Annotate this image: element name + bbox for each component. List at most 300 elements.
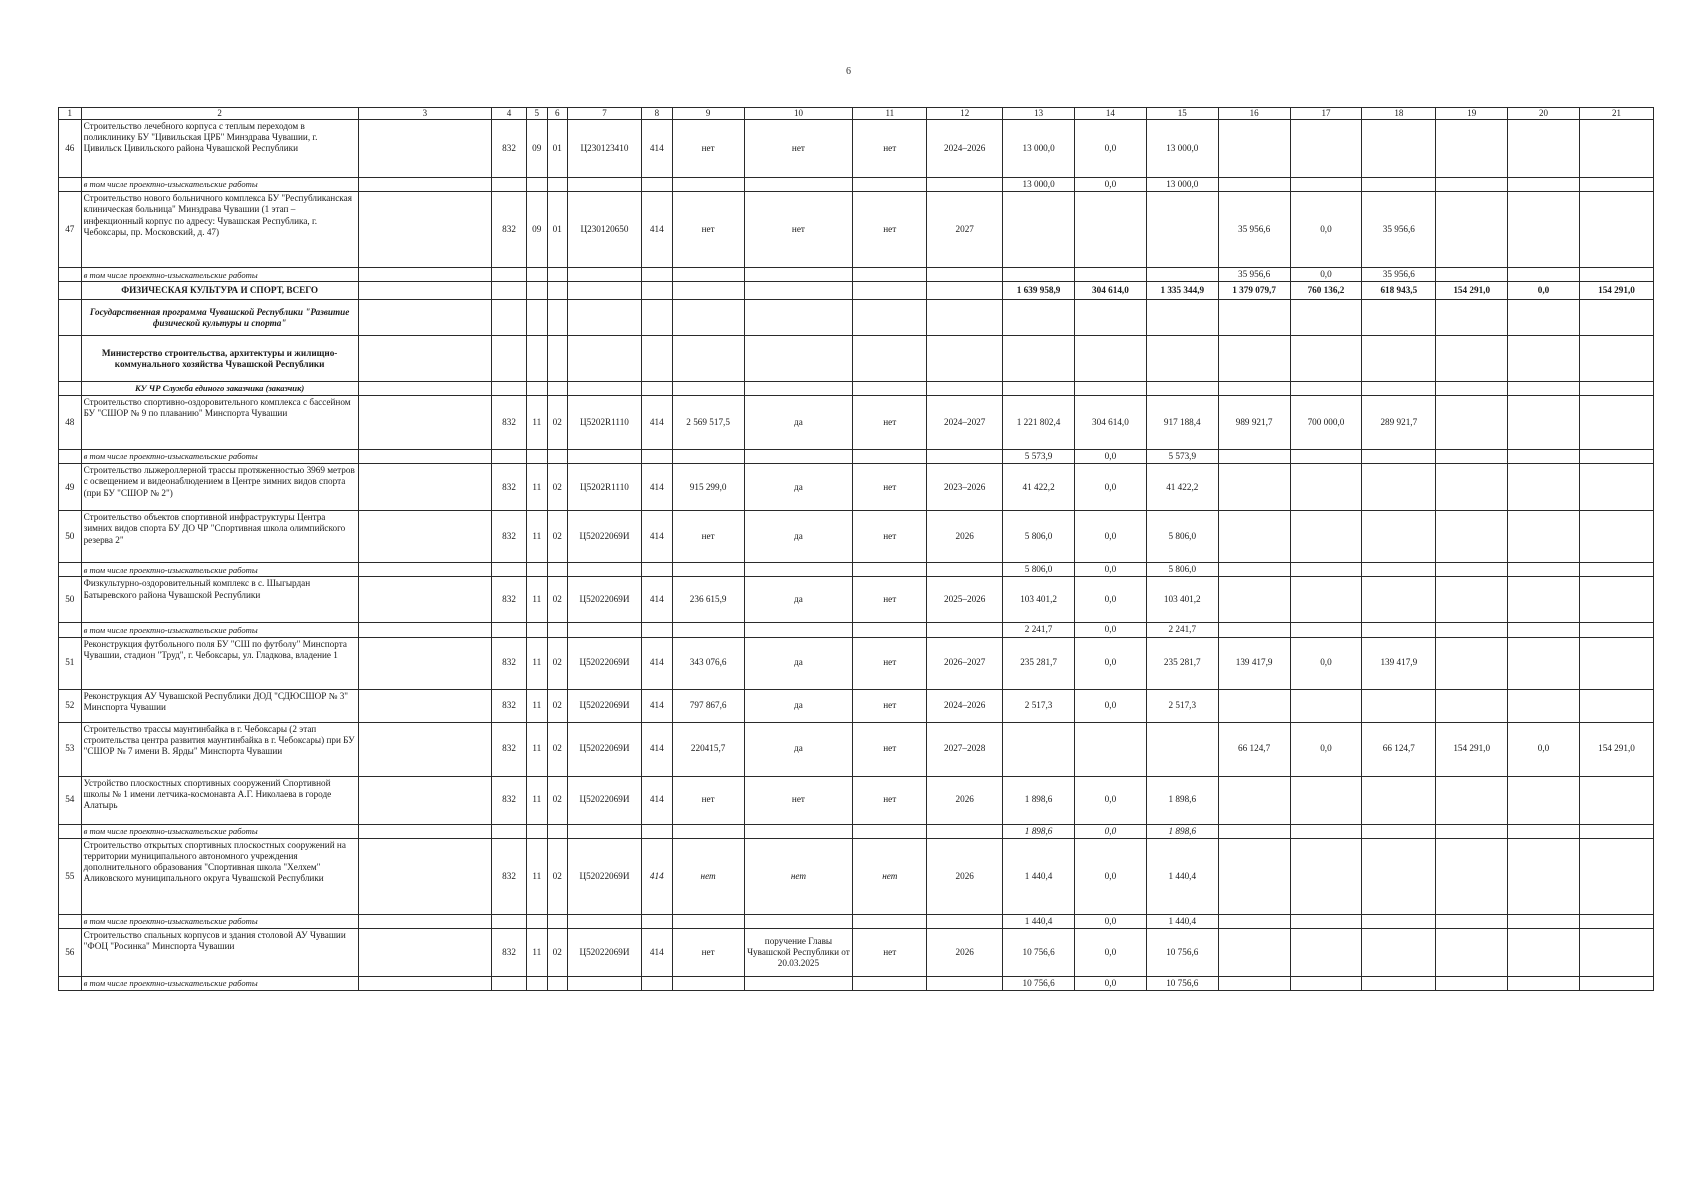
column-header: 13 [1003,108,1075,120]
table-cell: 10 756,6 [1146,977,1218,991]
table-cell [672,824,744,838]
table-cell [568,449,642,463]
table-cell [1218,464,1290,511]
table-cell [641,914,672,928]
table-cell: 414 [641,577,672,623]
table-cell: да [744,511,853,563]
table-cell [1003,722,1075,776]
table-cell: нет [853,776,927,824]
table-cell: 832 [492,120,527,178]
row-name-cell: в том числе проектно-изыскательские работы [81,268,358,282]
table-cell [1290,300,1362,336]
table-cell [547,623,568,637]
table-cell [358,268,491,282]
table-cell: 1 379 079,7 [1218,282,1290,300]
table-cell [1579,637,1653,689]
table-cell [1290,623,1362,637]
table-cell [1579,824,1653,838]
table-cell [1508,929,1580,977]
table-cell [1218,623,1290,637]
table-cell [672,282,744,300]
table-cell [1579,336,1653,382]
table-cell: Ц52022069И [568,511,642,563]
table-cell: 0,0 [1075,563,1147,577]
row-name-cell: Строительство трассы маунтинбайка в г. Чебоксары (2 этап строительства центра развития маунтинбайка в г. Чебоксары) при БУ "СШОР № 7 имени В. Ярды" Минспорта Чувашии [81,722,358,776]
table-cell [1290,382,1362,395]
row-name-cell: в том числе проектно-изыскательские работы [81,449,358,463]
table-cell [527,623,548,637]
table-cell: 11 [527,929,548,977]
column-header: 2 [81,108,358,120]
table-cell [1436,382,1508,395]
table-cell: 11 [527,577,548,623]
table-cell [853,914,927,928]
table-cell: 0,0 [1075,914,1147,928]
table-cell [744,336,853,382]
table-cell: 55 [59,838,82,914]
table-cell [641,977,672,991]
table-cell: 5 806,0 [1146,563,1218,577]
table-body [59,108,1654,991]
table-cell [641,382,672,395]
table-cell [358,178,491,192]
table-cell: 103 401,2 [1003,577,1075,623]
table-cell [358,449,491,463]
table-cell [358,282,491,300]
table-cell [358,838,491,914]
table-cell [492,336,527,382]
table-cell [927,824,1003,838]
table-cell: 235 281,7 [1003,637,1075,689]
row-name-cell: Строительство нового больничного комплекса БУ "Республиканская клиническая больница" Минздрава Чувашии (1 этап – инфекционный корпус по адресу: Чувашская Республика, г. Чебоксары, пр. Московский, д. 47) [81,192,358,268]
table-cell: 49 [59,464,82,511]
table-cell [547,300,568,336]
table-cell: 414 [641,395,672,449]
table-cell: 11 [527,511,548,563]
table-cell [1579,577,1653,623]
table-cell [1362,464,1436,511]
table-cell [1508,838,1580,914]
table-cell [1508,776,1580,824]
row-name-cell: в том числе проектно-изыскательские работы [81,178,358,192]
table-cell: Ц52022069И [568,776,642,824]
table-cell: 35 956,6 [1362,268,1436,282]
table-cell [1290,929,1362,977]
table-cell [744,382,853,395]
table-cell: Ц52022069И [568,929,642,977]
table-cell [1579,382,1653,395]
row-name-cell: Государственная программа Чувашской Республики "Развитие физической культуры и спорта" [81,300,358,336]
table-cell: Ц52022069И [568,722,642,776]
table-cell: 0,0 [1075,178,1147,192]
table-cell [527,268,548,282]
table-cell: 0,0 [1075,977,1147,991]
table-cell: 139 417,9 [1218,637,1290,689]
table-cell: 832 [492,637,527,689]
table-cell: 414 [641,838,672,914]
table-cell [1290,449,1362,463]
row-name-cell: Строительство открытых спортивных плоскостных сооружений на территории муниципального автономного учреждения дополнительного образования "Спортивная школа "Хелхем" Аликовского муниципального округа Чувашской Республики [81,838,358,914]
table-cell [1436,464,1508,511]
table-cell: 0,0 [1290,268,1362,282]
table-cell [547,382,568,395]
table-cell [358,776,491,824]
table-cell: да [744,689,853,722]
column-header: 16 [1218,108,1290,120]
table-cell: 01 [547,120,568,178]
row-name-cell: Реконструкция футбольного поля БУ "СШ по футболу" Минспорта Чувашии, стадион "Труд", г. Чебоксары, ул. Гладкова, владение 1 [81,637,358,689]
table-cell: 02 [547,577,568,623]
table-cell: нет [744,776,853,824]
table-cell [1218,577,1290,623]
table-cell: 53 [59,722,82,776]
table-cell: 10 756,6 [1003,977,1075,991]
table-cell: 2026 [927,511,1003,563]
table-cell [1436,977,1508,991]
table-cell [527,178,548,192]
table-cell [1362,914,1436,928]
table-cell [568,282,642,300]
table-cell: нет [744,120,853,178]
table-cell: 1 440,4 [1003,838,1075,914]
column-header: 19 [1436,108,1508,120]
table-row-obj [59,192,1654,268]
table-cell [1003,268,1075,282]
table-cell [527,449,548,463]
table-cell: 0,0 [1075,623,1147,637]
table-cell: 343 076,6 [672,637,744,689]
page-number: 6 [846,66,851,77]
table-cell: 66 124,7 [1218,722,1290,776]
table-row-obj [59,776,1654,824]
table-cell: нет [853,577,927,623]
table-cell [1362,929,1436,977]
table-cell: 0,0 [1075,689,1147,722]
table-cell [1508,395,1580,449]
table-cell [1218,120,1290,178]
table-cell: 915 299,0 [672,464,744,511]
row-name-cell: Устройство плоскостных спортивных сооружений Спортивной школы № 1 имени летчика-космонавта А.Г. Николаева в городе Алатырь [81,776,358,824]
table-cell [744,914,853,928]
table-cell [853,824,927,838]
table-cell: нет [672,929,744,977]
table-cell [358,120,491,178]
table-row-sub [59,449,1654,463]
table-cell [1579,395,1653,449]
table-cell: нет [672,192,744,268]
table-cell [492,449,527,463]
table-cell [853,449,927,463]
table-cell: 1 898,6 [1003,776,1075,824]
row-name-cell: в том числе проектно-изыскательские работы [81,914,358,928]
table-cell [1362,120,1436,178]
table-cell [641,300,672,336]
table-cell: 154 291,0 [1436,282,1508,300]
table-cell [568,382,642,395]
table-cell: 832 [492,395,527,449]
table-cell: нет [672,838,744,914]
table-cell [1218,300,1290,336]
table-cell [1290,120,1362,178]
table-cell [1003,192,1075,268]
table-cell [1075,722,1147,776]
row-name-cell: в том числе проектно-изыскательские работы [81,623,358,637]
table-cell [1290,977,1362,991]
table-cell [1146,722,1218,776]
table-cell: 0,0 [1290,637,1362,689]
table-cell: 02 [547,929,568,977]
table-cell: 0,0 [1290,722,1362,776]
table-cell: нет [672,120,744,178]
table-cell: 2026 [927,776,1003,824]
table-cell [358,464,491,511]
table-cell [1508,120,1580,178]
table-cell [1146,336,1218,382]
table-cell [1362,336,1436,382]
table-cell [672,300,744,336]
table-cell: 618 943,5 [1362,282,1436,300]
table-cell: 51 [59,637,82,689]
table-cell [527,914,548,928]
table-cell [547,914,568,928]
table-cell [1218,776,1290,824]
table-cell [59,282,82,300]
table-cell [1508,382,1580,395]
table-cell: 414 [641,776,672,824]
table-cell [744,300,853,336]
table-cell [927,282,1003,300]
table-cell: 11 [527,722,548,776]
table-cell [547,449,568,463]
table-cell [1436,776,1508,824]
table-cell: 02 [547,395,568,449]
table-cell: 832 [492,722,527,776]
table-cell [927,382,1003,395]
table-cell: нет [853,637,927,689]
table-cell: 50 [59,511,82,563]
table-cell: 0,0 [1290,192,1362,268]
table-cell [1362,511,1436,563]
table-cell: нет [853,511,927,563]
table-cell [1508,192,1580,268]
table-cell: 0,0 [1508,282,1580,300]
table-cell [927,563,1003,577]
table-cell [358,824,491,838]
table-cell [1362,178,1436,192]
table-cell [547,268,568,282]
table-cell: 02 [547,464,568,511]
table-cell [358,637,491,689]
table-cell: 304 614,0 [1075,395,1147,449]
table-cell [1075,336,1147,382]
table-cell: 832 [492,776,527,824]
table-cell: Ц52022069И [568,689,642,722]
table-cell [1290,178,1362,192]
table-cell: 0,0 [1075,824,1147,838]
table-cell [1146,300,1218,336]
table-cell: нет [853,395,927,449]
table-cell [59,977,82,991]
table-cell [492,300,527,336]
table-cell: 414 [641,929,672,977]
table-cell: 35 956,6 [1362,192,1436,268]
table-cell [1362,563,1436,577]
table-cell [1362,838,1436,914]
table-cell: 46 [59,120,82,178]
table-cell [59,449,82,463]
table-cell: 11 [527,776,548,824]
table-cell: да [744,637,853,689]
table-cell [1146,382,1218,395]
column-header: 3 [358,108,491,120]
table-cell [672,977,744,991]
table-cell [927,336,1003,382]
table-cell: 2024–2026 [927,689,1003,722]
table-cell [1508,689,1580,722]
table-cell [1508,824,1580,838]
table-row-obj [59,577,1654,623]
table-cell [1579,268,1653,282]
column-header: 4 [492,108,527,120]
column-header: 20 [1508,108,1580,120]
table-cell [744,977,853,991]
table-cell [927,268,1003,282]
table-cell: 2024–2027 [927,395,1003,449]
table-cell: 1 440,4 [1146,914,1218,928]
table-cell [358,914,491,928]
table-cell [527,824,548,838]
table-cell [1436,838,1508,914]
table-cell: 832 [492,689,527,722]
table-cell: 832 [492,192,527,268]
table-cell: 0,0 [1075,929,1147,977]
table-cell: 10 756,6 [1146,929,1218,977]
table-cell: 832 [492,511,527,563]
table-cell: 0,0 [1075,577,1147,623]
table-cell [927,623,1003,637]
table-row-obj [59,838,1654,914]
table-cell: 13 000,0 [1146,120,1218,178]
table-cell: нет [853,838,927,914]
table-cell: 2023–2026 [927,464,1003,511]
column-header: 9 [672,108,744,120]
table-cell: 09 [527,192,548,268]
table-cell: 220415,7 [672,722,744,776]
table-cell [744,282,853,300]
table-cell: Ц5202R1110 [568,464,642,511]
table-cell [1436,120,1508,178]
table-cell [853,623,927,637]
table-row-sub [59,623,1654,637]
table-cell: 414 [641,637,672,689]
table-cell: нет [853,192,927,268]
table-cell: 760 136,2 [1290,282,1362,300]
table-cell [1579,623,1653,637]
table-cell: 5 573,9 [1146,449,1218,463]
table-cell [59,268,82,282]
table-cell: 414 [641,120,672,178]
table-cell [927,449,1003,463]
table-cell: 0,0 [1075,511,1147,563]
table-cell: 0,0 [1075,464,1147,511]
table-cell [1362,449,1436,463]
table-cell: нет [853,722,927,776]
table-cell [1003,336,1075,382]
table-row-cust [59,382,1654,395]
table-cell [672,382,744,395]
table-cell: нет [853,120,927,178]
table-cell [547,977,568,991]
table-cell: 700 000,0 [1290,395,1362,449]
table-cell [568,977,642,991]
table-cell [492,382,527,395]
table-cell: 10 756,6 [1003,929,1075,977]
table-cell: 02 [547,637,568,689]
column-header: 6 [547,108,568,120]
table-cell [1579,914,1653,928]
table-cell: 2026 [927,838,1003,914]
table-cell [641,282,672,300]
table-row-obj [59,929,1654,977]
table-cell: 1 440,4 [1146,838,1218,914]
table-cell: 11 [527,464,548,511]
table-cell: Ц52022069И [568,838,642,914]
table-cell [1579,449,1653,463]
table-cell [1579,178,1653,192]
row-name-cell: в том числе проектно-изыскательские работы [81,824,358,838]
table-cell: да [744,464,853,511]
table-cell [1362,382,1436,395]
table-cell: 414 [641,464,672,511]
table-cell [568,824,642,838]
table-cell [1290,689,1362,722]
table-cell [59,623,82,637]
table-cell [1146,192,1218,268]
table-row-obj [59,120,1654,178]
table-cell [1436,563,1508,577]
table-cell [492,268,527,282]
table-cell: 02 [547,776,568,824]
table-cell [358,563,491,577]
table-cell: 11 [527,689,548,722]
row-name-cell: Строительство объектов спортивной инфраструктуры Центра зимних видов спорта БУ ДО ЧР "Спортивная школа олимпийского резерва 2" [81,511,358,563]
table-cell: нет [672,776,744,824]
table-cell [1218,914,1290,928]
table-cell [1075,300,1147,336]
table-cell: 154 291,0 [1579,722,1653,776]
table-cell [744,449,853,463]
table-cell [492,977,527,991]
table-row-sub [59,824,1654,838]
table-cell: нет [672,511,744,563]
table-cell: 50 [59,577,82,623]
table-cell: 2 241,7 [1003,623,1075,637]
table-cell: 5 806,0 [1003,511,1075,563]
table-cell [1508,449,1580,463]
table-cell [1436,336,1508,382]
table-cell [1290,824,1362,838]
column-header: 17 [1290,108,1362,120]
table-cell: да [744,722,853,776]
table-cell [358,623,491,637]
table-cell: 414 [641,511,672,563]
table-cell [927,300,1003,336]
table-cell [59,178,82,192]
column-header: 14 [1075,108,1147,120]
table-cell: 2 569 517,5 [672,395,744,449]
table-row-obj [59,511,1654,563]
table-cell [1218,511,1290,563]
